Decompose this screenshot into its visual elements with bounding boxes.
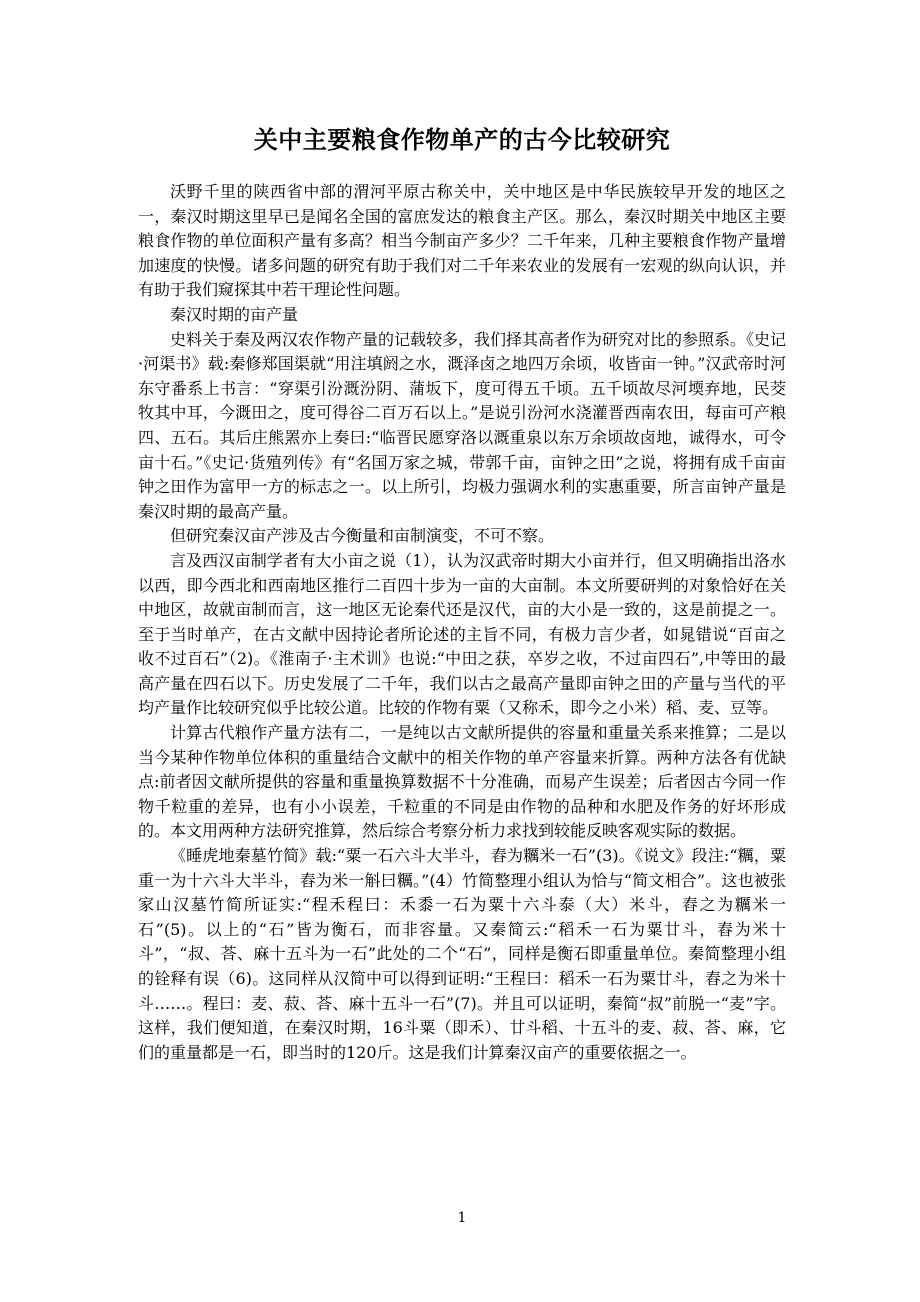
document-page — [138, 0, 786, 1302]
paragraph-historical-records: 史料关于秦及两汉农作物产量的记载较多，我们择其高者作为研究对比的参照系。《史记·河渠书》载:秦修郑国渠就“用注填阏之水，溉泽卤之地四万余顷，收皆亩一钟。”汉武帝时河东守番系上书言：“穿渠引汾溉汾阴、蒲坂下，度可得五千顷。五千顷故尽河堧弃地，民茭牧其中耳，今溉田之，度可得谷二百万石以上。”是说引汾河水浇灌晋西南农田，每亩可产粮四、五石。其后庄熊罴亦上奏曰:“临晋民愿穿洛以溉重泉以东万余顷故卤地，诚得水，可令亩十石。”《史记·货殖列传》有“名国万家之城，带郭千亩，亩钟之田”之说，将拥有成千亩亩钟之田作为富甲一方的标志之一。以上所引，均极力强调水利的实惠重要，所言亩钟产量是秦汉时期的最高产量。 — [138, 329, 787, 521]
page-title: 关中主要粮食作物单产的古今比较研究 — [253, 126, 671, 154]
paragraph-calculation-methods: 计算古代粮作产量方法有二，一是纯以古文献所提供的容量和重量关系来推算；二是以当今某种作物单位体积的重量结合文献中的相关作物的单产容量来折算。两种方法各有优缺点:前者因文献所提供的容量和重量换算数据不十分准确，而易产生误差；后者因古今同一作物千粒重的差异，也有小小误差，千粒重的不同是由作物的品种和水肥及作务的好坏形成的。本文用两种方法研究推算，然后综合考察分析力求找到较能反映客观实际的数据。 — [138, 723, 786, 841]
section-heading-qin-han-yield: 秦汉时期的亩产量 — [170, 304, 299, 324]
paragraph-bamboo-slips: 《睡虎地秦墓竹简》载:“粟一石六斗大半斗，舂为糲米一石”(3)。《说文》段注:“糲，粟重一为十六斗大半斗，舂为米一斛曰糲。”(4）竹简整理小组认为恰与“简文相合”。这也被张家山汉墓竹简所证实:“程禾程曰：禾黍一石为粟十六斗泰（大）米斗，舂之为糲米一石”(5)。以上的“石”皆为衡石，而非容量。又秦简云:“稻禾一石为粟廿斗，舂为米十斗”，“叔、荅、麻十五斗为一石”此处的二个“石”，同样是衡石即重量单位。秦简整理小组的铨释有误（6)。这同样从汉简中可以得到证明:“王程曰：稻禾一石为粟廿斗，舂之为米十斗……。程曰：麦、菽、荅、麻十五斗一石”(7)。并且可以证明，秦简“叔”前脱一“麦”字。这样，我们便知道，在秦汉时期，16斗粟（即禾）、廿斗稻、十五斗的麦、菽、荅、麻，它们的重量都是一石，即当时的120斤。这是我们计算秦汉亩产的重要依据之一。 — [138, 846, 786, 1062]
paragraph-measurement-note: 但研究秦汉亩产涉及古今衡量和亩制演变，不可不察。 — [170, 526, 555, 546]
page-number: 1 — [457, 1210, 467, 1226]
paragraph-mu-system: 言及西汉亩制学者有大小亩之说（1），认为汉武帝时期大小亩并行，但又明确指出洛水以西，即今西北和西南地区推行二百四十步为一亩的大亩制。本文所要研判的对象恰好在关中地区，故就亩制而言，这一地区无论秦代还是汉代，亩的大小是一致的，这是前提之一。至于当时单产，在古文献中因持论者所论述的主旨不同，有极力言少者，如晁错说“百亩之收不过百石”（2)。《淮南子·主术训》也说:“中田之获，卒岁之收，不过亩四石”,中等田的最高产量在四石以下。历史发展了二千年，我们以古之最高产量即亩钟之田的产量与当代的平均产量作比较研究似乎比较公道。比较的作物有粟（又称禾，即今之小米）稻、麦、豆等。 — [138, 550, 786, 718]
document-body — [138, 180, 786, 1065]
paragraph-intro: 沃野千里的陕西省中部的渭河平原古称关中，关中地区是中华民族较早开发的地区之一，秦汉时期这里早已是闻名全国的富庶发达的粮食主产区。那么，秦汉时期关中地区主要粮食作物的单位面积产量有多高？相当今制亩产多少？二千年来，几种主要粮食作物产量增加速度的快慢。诸多问题的研究有助于我们对二千年来农业的发展有一宏观的纵向认识，并有助于我们窥探其中若干理论性问题。 — [138, 182, 786, 300]
